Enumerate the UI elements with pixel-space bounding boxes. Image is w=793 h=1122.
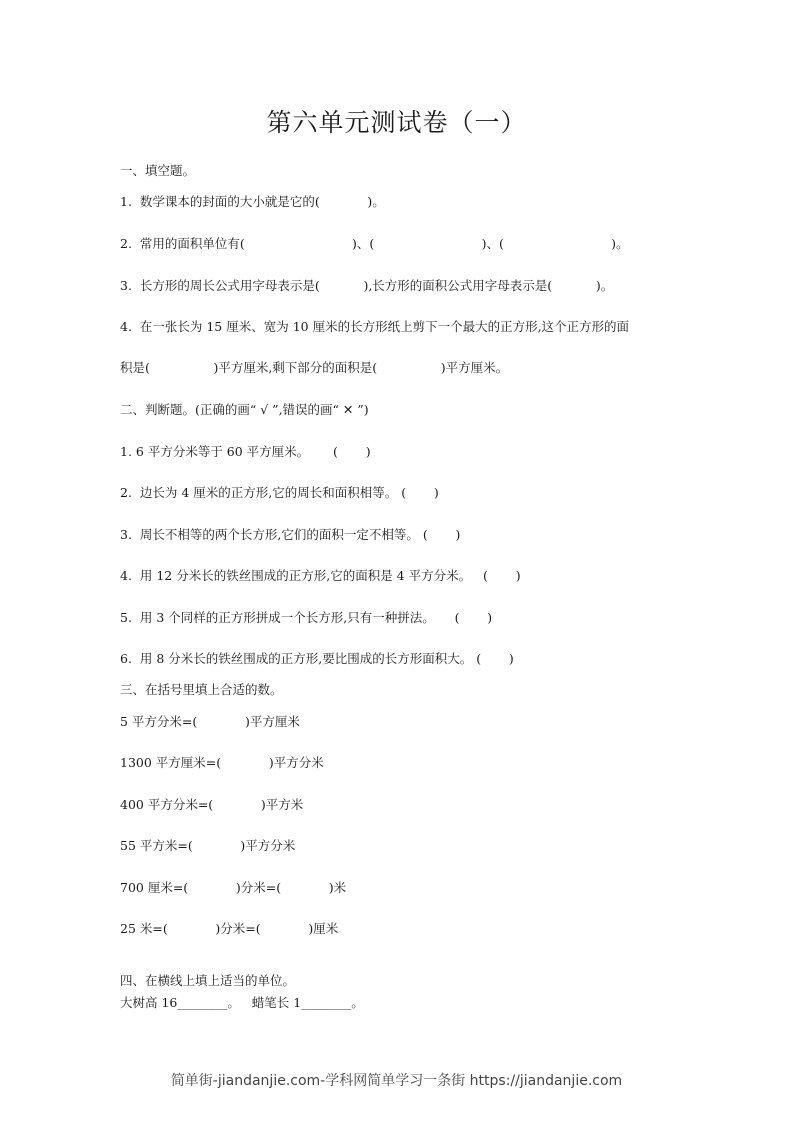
section3-heading: 三、在括号里填上合适的数。	[120, 682, 283, 697]
judge-question-4: 4. 用 12 分米长的铁丝围成的正方形,它的面积是 4 平方分米。 ( )	[120, 568, 521, 583]
judge-question-3: 3. 周长不相等的两个长方形,它们的面积一定不相等。 ( )	[120, 527, 461, 542]
convert-question-6: 25 米=( )分米=( )厘米	[120, 921, 339, 936]
fill-question-4-line2: 积是( )平方厘米,剩下部分的面积是( )平方厘米。	[120, 360, 509, 375]
convert-question-1: 5 平方分米=( )平方厘米	[120, 714, 300, 729]
section1-heading: 一、填空题。	[120, 163, 196, 178]
footer-watermark: 简单街-jiandanjie.com-学科网简单学习一条街 https://jiandanjie.com	[170, 1073, 623, 1089]
convert-question-4: 55 平方米=( )平方分米	[120, 838, 296, 853]
convert-question-3: 400 平方分米=( )平方米	[120, 797, 304, 812]
fill-question-4-line1: 4. 在一张长为 15 厘米、宽为 10 厘米的长方形纸上剪下一个最大的正方形,这个正方形的面	[120, 319, 630, 334]
judge-question-1: 1. 6 平方分米等于 60 平方厘米。 ( )	[120, 444, 371, 459]
judge-question-5: 5. 用 3 个同样的正方形拼成一个长方形,只有一种拼法。 ( )	[120, 610, 493, 625]
judge-question-2: 2. 边长为 4 厘米的正方形,它的周长和面积相等。 ( )	[120, 485, 439, 500]
fill-question-2: 2. 常用的面积单位有( )、( )、( )。	[120, 236, 629, 251]
fill-question-1: 1. 数学课本的封面的大小就是它的( )。	[120, 194, 385, 209]
page-title: 第六单元测试卷（一）	[266, 108, 527, 137]
section4-heading: 四、在横线上填上适当的单位。	[120, 973, 296, 988]
judge-question-6: 6. 用 8 分米长的铁丝围成的正方形,要比围成的长方形面积大。 ( )	[120, 651, 514, 666]
convert-question-5: 700 厘米=( )分米=( )米	[120, 880, 347, 895]
section2-heading: 二、判断题。(正确的画“ √ ”,错误的画“ ✕ ”)	[120, 402, 369, 417]
convert-question-2: 1300 平方厘米=( )平方分米	[120, 755, 324, 770]
unit-question-1: 大树高 16________。 蜡笔长 1________。	[120, 995, 364, 1010]
fill-question-3: 3. 长方形的周长公式用字母表示是( ),长方形的面积公式用字母表示是( )。	[120, 278, 614, 293]
